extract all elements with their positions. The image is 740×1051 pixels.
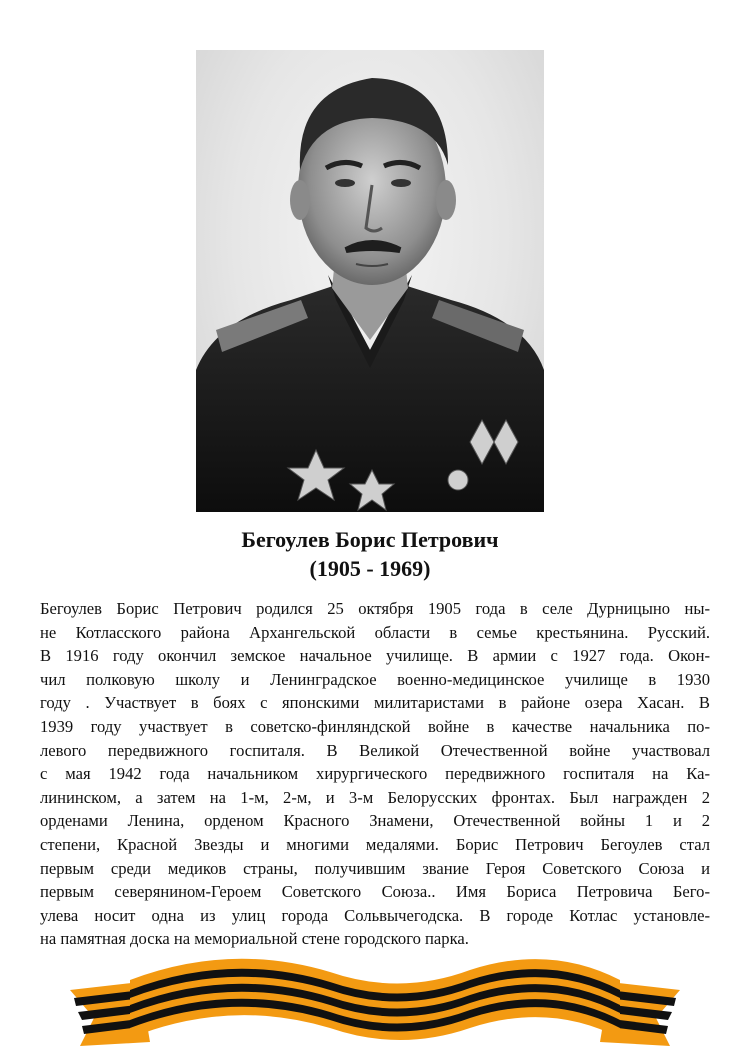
bio-line: Бегоулев Борис Петрович родился 25 октября 1905 года в селе Дурницыно ны- [40, 599, 710, 618]
bio-line: первым среди медиков страны, получившим звание Героя Советского Союза и [40, 858, 710, 878]
st-george-ribbon [70, 950, 680, 1046]
biography-text [40, 597, 710, 951]
bio-line: лининском, а затем на 1-м, 2-м, и 3-м Белорусских фронтах. Был награжден 2 [40, 787, 710, 807]
bio-line: не Котласского района Архангельской области в семье крестьянина. Русский. [40, 622, 710, 642]
bio-line: улева носит одна из улиц города Сольвычегодска. В городе Котлас установле- [40, 905, 710, 925]
bio-line: В 1916 году окончил земское начальное училище. В армии с 1927 года. Окон- [40, 646, 710, 666]
portrait-photo [196, 50, 544, 512]
bio-line: на памятная доска на мемориальной стене городского парка. [40, 929, 469, 949]
person-name: Бегоулев Борис Петрович [241, 527, 499, 552]
bio-line: году . Участвует в боях с японскими милитаристами в районе озера Хасан. В [40, 693, 710, 713]
bio-line: степени, Красной Звезды и многими медалями. Борис Петрович Бегоулев стал [40, 834, 710, 854]
bio-line: левого передвижного госпиталя. В Великой Отечественной войне участвовал [40, 740, 710, 760]
bio-line: с мая 1942 года начальником хирургического передвижного госпиталя на Ка- [40, 764, 710, 784]
life-years: (1905 - 1969) [309, 556, 431, 581]
bio-line: чил полковую школу и Ленинградское военно-медицинское училище в 1930 [40, 669, 710, 689]
bio-line: первым северянином-Героем Советского Союза.. Имя Бориса Петровича Бего- [40, 882, 710, 902]
bio-line: орденами Ленина, орденом Красного Знамени, Отечественной войны 1 и 2 [40, 811, 710, 831]
bio-line: 1939 году участвует в советско-финляндской войне в качестве начальника по- [40, 716, 710, 736]
